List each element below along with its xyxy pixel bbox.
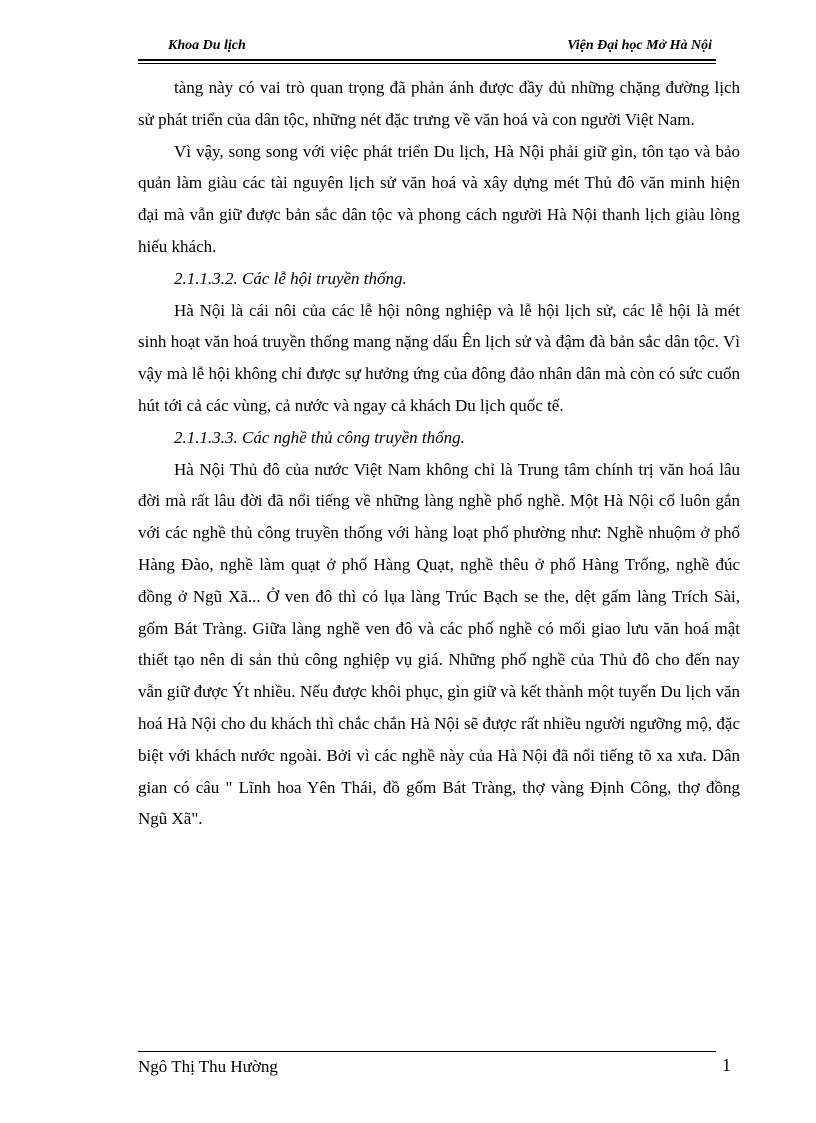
document-body (138, 72, 740, 835)
header-rule-thick (138, 59, 716, 61)
section-heading: 2.1.1.3.3. Các nghề thủ công truyền thống. (174, 427, 465, 447)
paragraph: Hà Nội là cái nôi của các lễ hội nông nghiệp và lễ hội lịch sử, các lễ hội là mét sinh hoạt văn hoá truyền thống mang nặng dấu Ên lịch sử và đậm đà bản sắc dân tộc. Vì vậy mà lễ hội không chỉ được sự hưởng ứng của đông đảo nhân dân mà còn có sức cuốn hút tới cả các vùng, cả nước và ngay cả khách Du lịch quốc tế. (138, 300, 740, 415)
paragraph: Vì vậy, song song với việc phát triển Du lịch, Hà Nội phải giữ gìn, tôn tạo và bảo quản làm giàu các tài nguyên lịch sử văn hoá và xây dựng mét Thủ đô văn minh hiện đại mà vẫn giữ được bản sắc dân tộc và phong cách người Hà Nội thanh lịch giàu lòng hiếu khách. (138, 141, 740, 256)
header-rule-thin (138, 63, 716, 64)
paragraph: Hà Nội Thủ đô của nước Việt Nam không chỉ là Trung tâm chính trị văn hoá lâu đời mà rất lâu đời đã nổi tiếng về những làng nghề phố nghề. Một Hà Nội cổ luôn gắn với các nghề thủ công truyền thống với hàng loạt phố phường như: Nghề nhuộm ở phố Hàng Đào, nghề làm quạt ở phố Hàng Quạt, nghề thêu ở phố Hàng Trống, nghề đúc đồng ở Ngũ Xã... Ở ven đô thì có lụa làng Trúc Bạch se the, dệt gấm làng Trích Sài, gốm Bát Tràng. Giữa làng nghề ven đô và các phố nghề có mối giao lưu văn hoá mật thiết tạo nên di sản thủ công nghiệp vụ giá. Những phố nghề của Thủ đô cho đến nay vẫn giữ được Ýt nhiều. Nếu được khôi phục, gìn giữ và kết thành một tuyến Du lịch văn hoá Hà Nội cho du khách thì chắc chắn Hà Nội sẽ được rất nhiều người ngưỡng mộ, đặc biệt với khách nước ngoài. Bởi vì các nghề này của Hà Nội đã nổi tiếng tõ xa xưa. Dân gian có câu " Lĩnh hoa Yên Thái, đồ gốm Bát Tràng, thợ vàng Định Công, thợ đồng Ngũ Xã". (138, 459, 740, 829)
header-faculty: Khoa Du lịch (168, 38, 246, 53)
page-header (138, 36, 716, 58)
footer-author: Ngô Thị Thu Hường (138, 1057, 278, 1076)
page-number: 1 (722, 1055, 731, 1075)
footer-rule (138, 1051, 716, 1052)
section-heading: 2.1.1.3.2. Các lễ hội truyền thống. (174, 268, 407, 288)
header-institute: Viện Đại học Mở Hà Nội (567, 38, 712, 53)
paragraph: tàng này có vai trò quan trọng đã phản ánh được đầy đủ những chặng đường lịch sử phát triển của dân tộc, những nét đặc trưng về văn hoá và con người Việt Nam. (138, 78, 740, 129)
